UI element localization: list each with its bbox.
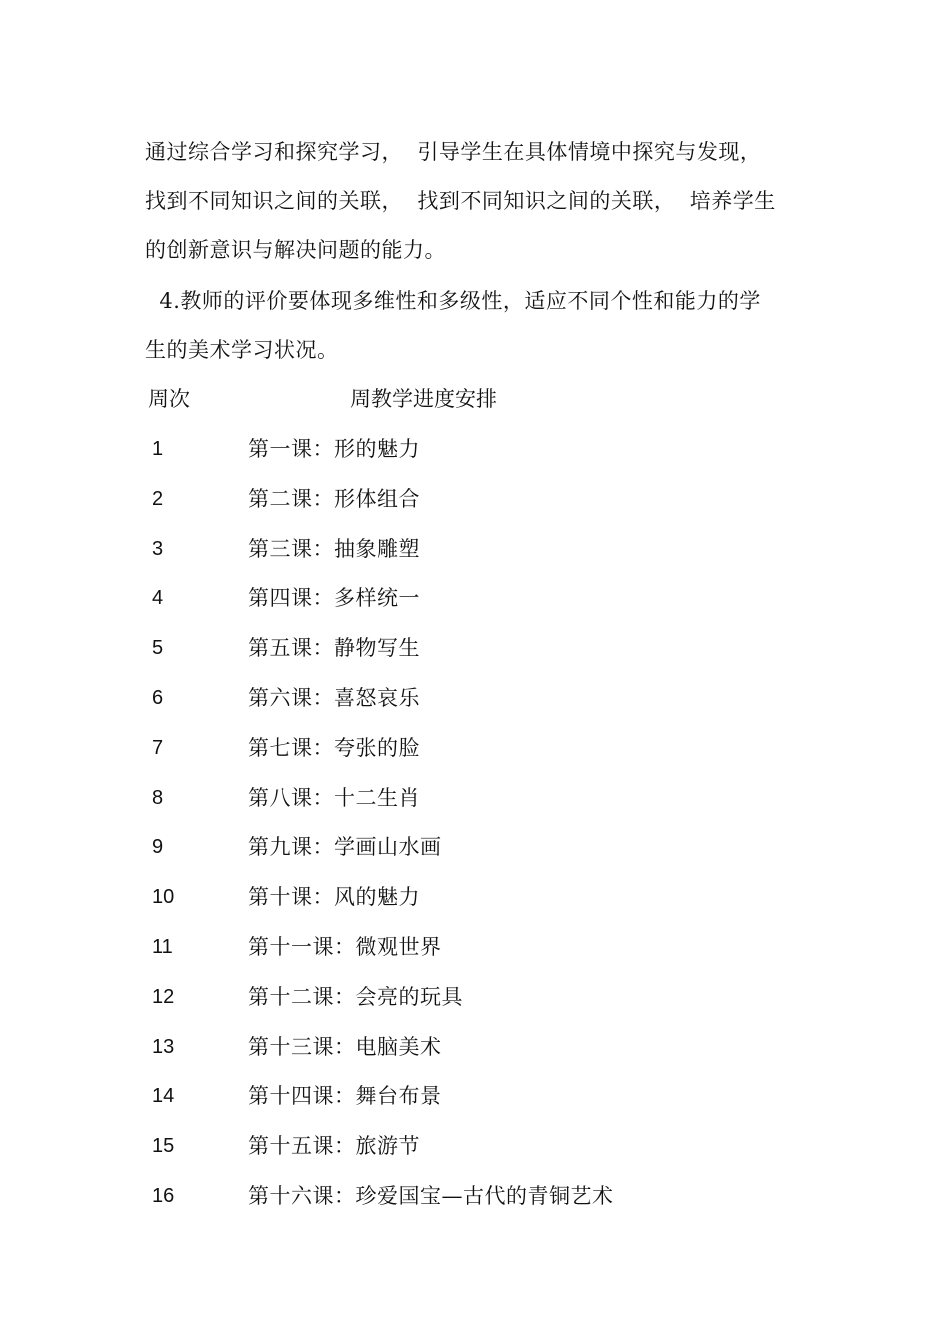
header-plan: 周教学进度安排 <box>350 387 497 411</box>
table-row <box>0 534 950 564</box>
week-number: 5 <box>152 637 164 659</box>
week-number: 12 <box>152 986 175 1008</box>
paragraph-line-2: 找到不同知识之间的关联， 找到不同知识之间的关联， 培养学生 <box>145 189 776 213</box>
schedule-header <box>0 384 950 414</box>
paragraph-line-3: 的创新意识与解决问题的能力。 <box>145 238 446 262</box>
lesson-title: 第十四课：舞台布景 <box>248 1084 442 1108</box>
table-row <box>0 1032 950 1062</box>
table-row <box>0 982 950 1012</box>
paragraph-line-5: 生的美术学习状况。 <box>145 338 339 362</box>
week-number: 3 <box>152 538 164 560</box>
week-number: 10 <box>152 886 175 908</box>
header-week: 周次 <box>148 387 190 411</box>
week-number: 8 <box>152 787 164 809</box>
week-number: 4 <box>152 587 164 609</box>
lesson-title: 第七课：夸张的脸 <box>248 736 420 760</box>
lesson-title: 第一课：形的魅力 <box>248 437 420 461</box>
table-row <box>0 832 950 862</box>
paragraph-line-1: 通过综合学习和探究学习， 引导学生在具体情境中探究与发现， <box>145 140 762 164</box>
week-number: 6 <box>152 687 164 709</box>
week-number: 13 <box>152 1036 175 1058</box>
table-row <box>0 484 950 514</box>
week-number: 1 <box>152 438 164 460</box>
table-row <box>0 683 950 713</box>
lesson-title: 第十六课：珍爱国宝—古代的青铜艺术 <box>248 1184 614 1208</box>
week-number: 2 <box>152 488 164 510</box>
table-row <box>0 1131 950 1161</box>
paragraph-line-4: 4.教师的评价要体现多维性和多级性，适应不同个性和能力的学 <box>145 289 761 313</box>
table-row <box>0 932 950 962</box>
lesson-title: 第十课：风的魅力 <box>248 885 420 909</box>
week-number: 15 <box>152 1135 175 1157</box>
table-row <box>0 1181 950 1211</box>
lesson-title: 第五课：静物写生 <box>248 636 420 660</box>
lesson-title: 第九课：学画山水画 <box>248 835 442 859</box>
table-row <box>0 882 950 912</box>
week-number: 7 <box>152 737 164 759</box>
table-row <box>0 1081 950 1111</box>
table-row <box>0 633 950 663</box>
lesson-title: 第十一课：微观世界 <box>248 935 442 959</box>
lesson-title: 第十五课：旅游节 <box>248 1134 420 1158</box>
table-row <box>0 434 950 464</box>
week-number: 16 <box>152 1185 175 1207</box>
week-number: 14 <box>152 1085 175 1107</box>
lesson-title: 第十三课：电脑美术 <box>248 1035 442 1059</box>
lesson-title: 第六课：喜怒哀乐 <box>248 686 420 710</box>
table-row <box>0 583 950 613</box>
lesson-title: 第二课：形体组合 <box>248 487 420 511</box>
week-number: 9 <box>152 836 164 858</box>
lesson-title: 第八课：十二生肖 <box>248 786 420 810</box>
table-row <box>0 783 950 813</box>
lesson-title: 第三课：抽象雕塑 <box>248 537 420 561</box>
lesson-title: 第十二课：会亮的玩具 <box>248 985 463 1009</box>
lesson-title: 第四课：多样统一 <box>248 586 420 610</box>
table-row <box>0 733 950 763</box>
week-number: 11 <box>152 936 173 958</box>
